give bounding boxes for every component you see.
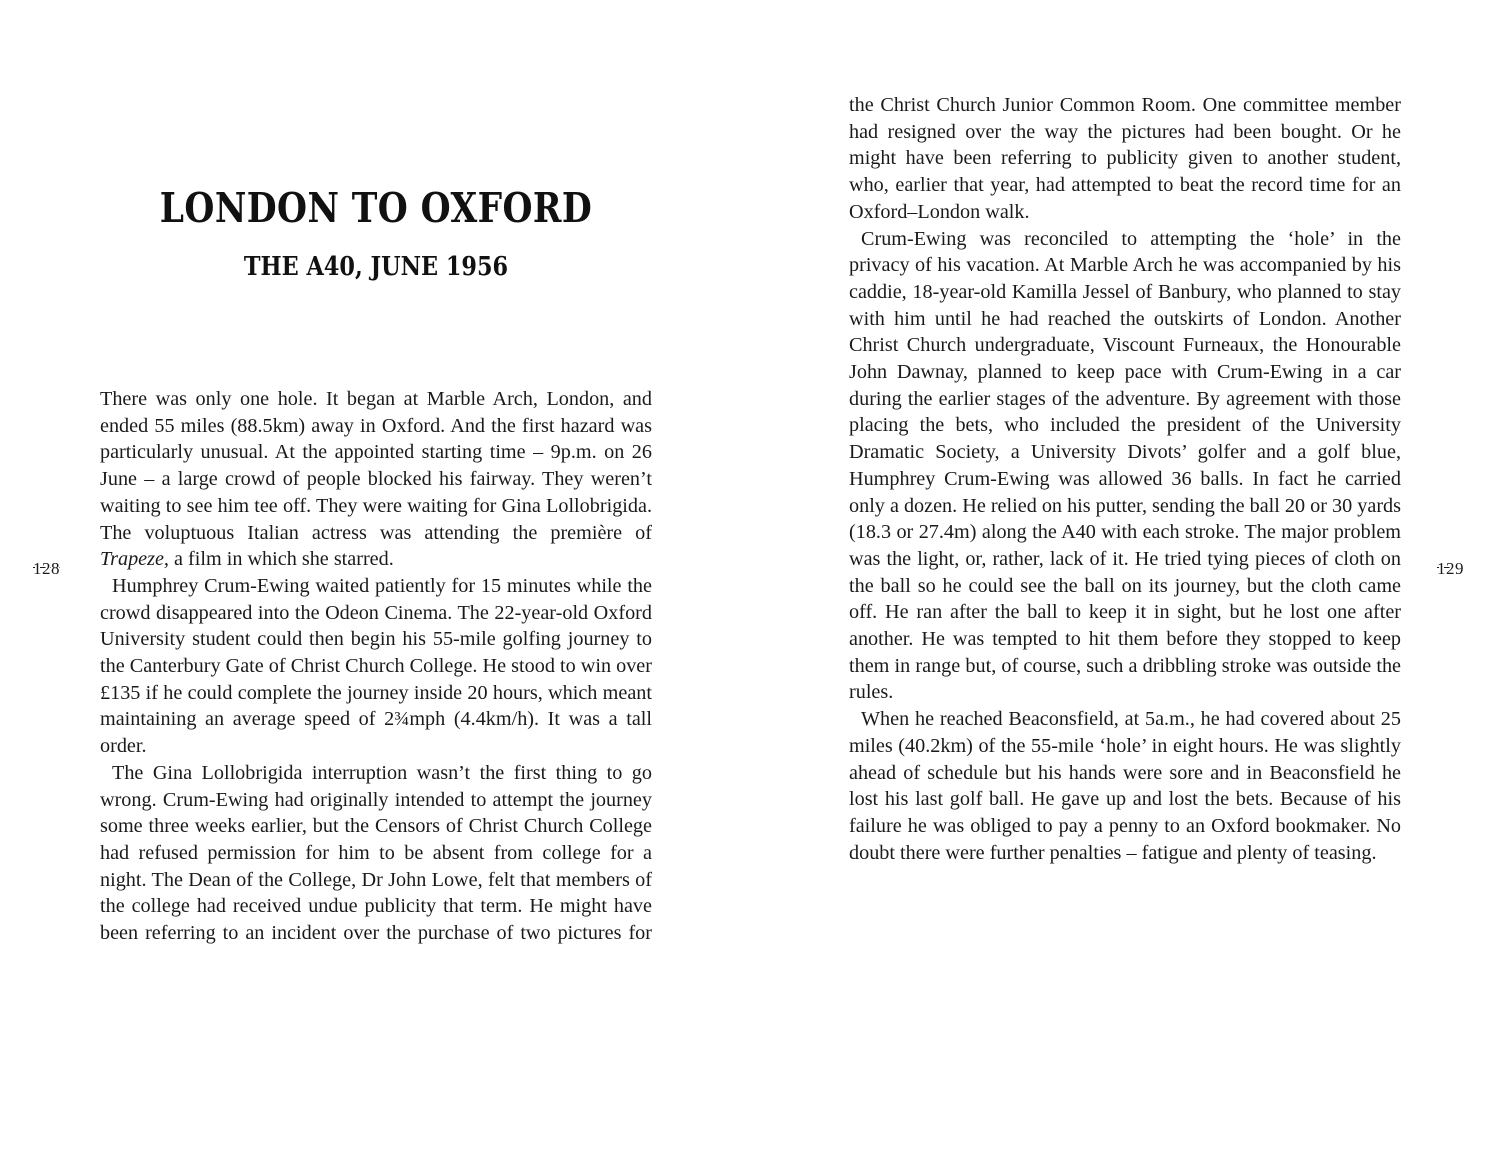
paragraph: Crum-Ewing was reconciled to attempting the ‘hole’ in the privacy of his vacation. At Marble Arch he was accompanied by his caddie, 18-year-old Kamilla Jessel of Banbury, who planned to stay with him until he had reached the outskirts of London. Another Christ Church undergraduate, Viscount Furneaux, the Honourable John Dawnay, planned to keep pace with Crum-Ewing in a car during the earlier stages of the adventure. By agreement with those placing the bets, who included the president of the University Dramatic Society, a University Divots’ golfer and a golf blue, Humphrey Crum-Ewing was allowed 36 balls. In fact he carried only a dozen. He relied on his putter, sending the ball 20 or 30 yards (18.3 or 27.4m) along the A40 with each stroke. The major problem was the light, or, rather, lack of it. He tried tying pieces of cloth on the ball so he could see the ball on its journey, but the cloth came off. He ran after the ball to keep it in sight, but he lost one after another. He was tempted to hit them before they stopped to keep them in range but, of course, such a dribbling stroke was outside the rules. [849,227,1401,704]
right-body-text [849,92,1401,866]
paragraph: the Christ Church Junior Common Room. One committee member had resigned over the way the pictures had been bought. Or he might have been referring to publicity given to another student, who, earlier that year, had attempted to beat the record time for an Oxford–London walk. [849,94,1401,223]
chapter-title: LONDON TO OXFORD [159,184,593,232]
chapter-heading [100,180,652,284]
chapter-subtitle: THE A40, JUNE 1956 [243,252,509,282]
paragraph [100,386,652,573]
left-body-text [100,386,652,947]
paragraph: Humphrey Crum-Ewing waited patiently for 15 minutes while the crowd disappeared into the Odeon Cinema. The 22-year-old Oxford University student could then begin his 55-mile golfing journey to the Canterbury Gate of Christ Church College. He stood to win over £135 if he could complete the journey inside 20 hours, which meant maintaining an average speed of 2¾mph (4.4km/h). It was a tall order. [100,574,652,758]
page-number-left: 128 [33,559,60,578]
right-page [750,0,1500,1152]
paragraph-text: a film in which she starred. [168,548,394,571]
paragraph-text: There was only one hole. It began at Marble Arch, London, and ended 55 miles (88.5km) away in Oxford. And the first hazard was particularly unusual. At the appointed starting time – 9p.m. on 26 June – a large crowd of people blocked his fairway. They weren’t waiting to see him tee off. They were waiting for Gina Lollobrigida. The voluptuous Italian actress was attending the première of [100,388,652,544]
paragraph: When he reached Beaconsfield, at 5a.m., he had covered about 25 miles (40.2km) of the 55-mile ‘hole’ in eight hours. He was slightly ahead of schedule but his hands were sore and in Beaconsfield he lost his last golf ball. He gave up and lost the bets. Because of his failure he was obliged to pay a penny to an Oxford bookmaker. No doubt there were further penalties – fatigue and plenty of teasing. [849,708,1401,864]
page-number-right: 129 [1437,559,1464,578]
paragraph: The Gina Lollobrigida interruption wasn’t the first thing to go wrong. Crum-Ewing had originally intended to attempt the journey some three weeks earlier, but the Censors of Christ Church College had refused permission for him to be absent from college for a night. The Dean of the College, Dr John Lowe, felt that members of the college had received undue publicity that term. He might have been referring to an incident over the purchase of two pictures for [100,761,652,945]
film-title: Trapeze, [100,548,169,571]
